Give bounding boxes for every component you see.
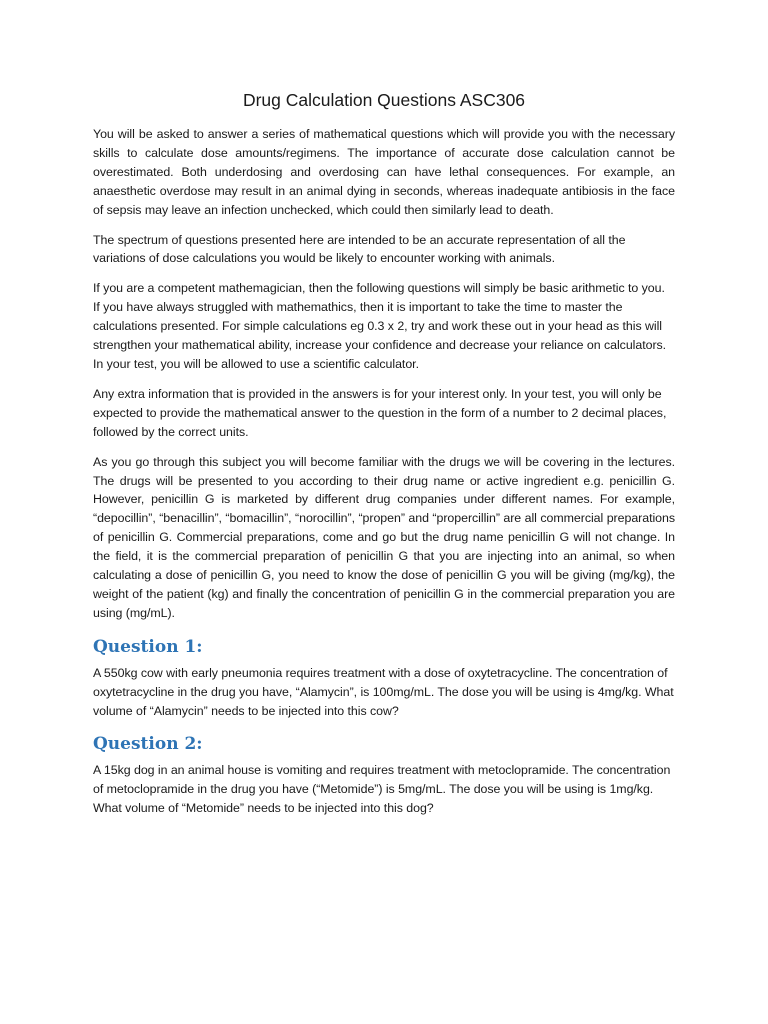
spectrum-paragraph: The spectrum of questions presented here are intended to be an accurate representation of all the variations of dose calculations you would be likely to encounter working with animals. <box>93 232 626 266</box>
question-1-text: A 550kg cow with early pneumonia requires treatment with a dose of oxytetracycline. The concentration of oxytetracycline in the drug you have, “Alamycin”, is 100mg/mL. The dose you will be using is 4mg/kg. What volume of “Alamycin” needs to be injected into this cow? <box>93 665 674 718</box>
mathemagician-paragraph: If you are a competent mathemagician, then the following questions will simply be basic arithmetic to you. If you have always struggled with mathemathics, then it is important to take the time to master the calculations presented. For simple calculations eg 0.3 x 2, try and work these out in your head as this will strengthen your mathematical ability, increase your confidence and decrease your reliance on calculators. In your test, you will be allowed to use a scientific calculator. <box>93 281 667 371</box>
question-2-text: A 15kg dog in an animal house is vomiting and requires treatment with metoclopramide. The concentration of metoclopramide in the drug you have (“Metomide”) is 5mg/mL. The dose you will be using is 1mg/kg. What volume of “Metomide” needs to be injected into this dog? <box>93 763 671 816</box>
document-title: Drug Calculation Questions ASC306 <box>242 90 526 110</box>
document-page <box>93 88 675 829</box>
drugs-paragraph: As you go through this subject you will become familiar with the drugs we will be covering in the lectures. The drugs will be presented to you according to their drug name or active ingredient e.g. penicillin G. However, penicillin G is marketed by different drug companies under different names. For example, “depocillin”, “benacillin”, “bomacillin”, “norocillin”, “propen” and “propercillin” are all commercial preparations of penicillin G. Commercial preparations, come and go but the drug name penicillin G will not change. In the field, it is the commercial preparation of penicillin G that you are injecting into an animal, so when calculating a dose of penicillin G, you need to know the dose of penicillin G you will be giving (mg/kg), the weight of the patient (kg) and finally the concentration of penicillin G in the commercial preparation you are using (mg/mL). <box>93 454 675 620</box>
question-1-heading: Question 1: <box>93 636 203 657</box>
extra-info-paragraph: Any extra information that is provided in the answers is for your interest only. In your test, you will only be expected to provide the mathematical answer to the question in the form of a number to 2 decimal places, followed by the correct units. <box>93 386 667 439</box>
question-2-heading: Question 2: <box>93 734 203 755</box>
intro-paragraph: You will be asked to answer a series of mathematical questions which will provide you with the necessary skills to calculate dose amounts/regimens. The importance of accurate dose calculation cannot be overestimated. Both underdosing and overdosing can have lethal consequences. For example, an anaesthetic overdose may result in an animal dying in seconds, whereas inadequate antibiosis in the face of sepsis may leave an infection unchecked, which could then similarly lead to death. <box>93 127 675 217</box>
